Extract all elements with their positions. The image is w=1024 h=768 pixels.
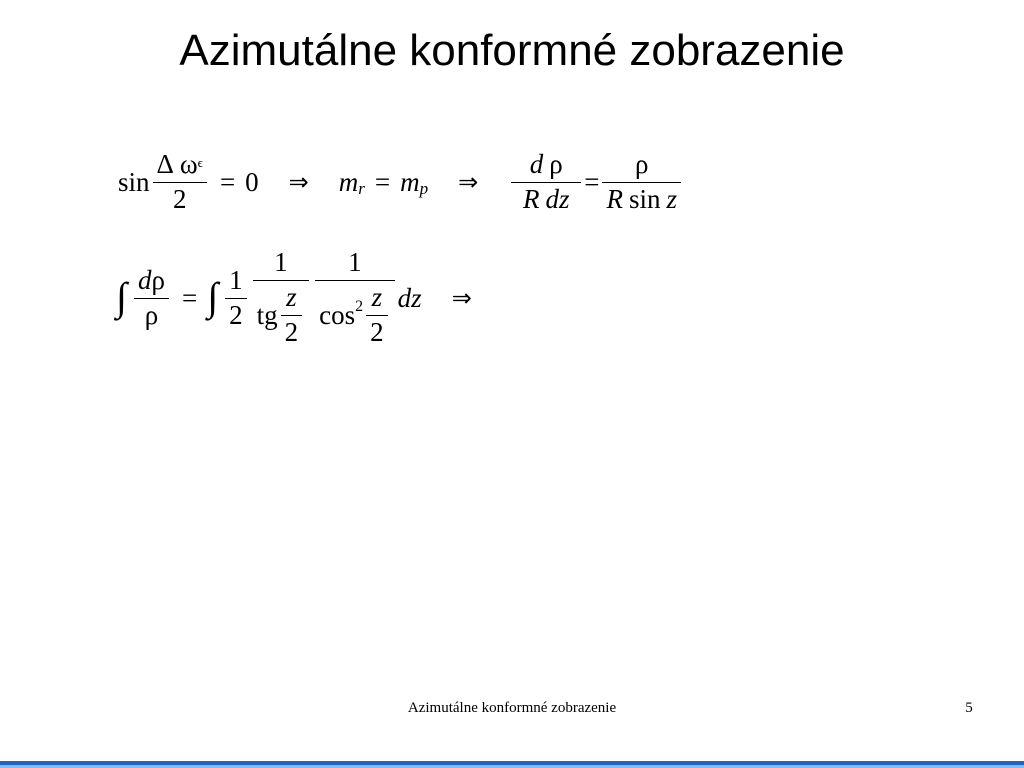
equals-sign: = (181, 282, 198, 313)
d-rho-over-rho-fraction (134, 266, 169, 330)
fraction-bar (366, 315, 388, 316)
implies-arrow: ⇒ (451, 285, 472, 312)
fraction-bar (511, 182, 581, 183)
fraction-bar (315, 280, 395, 281)
dz-symbol: dz (545, 183, 570, 214)
fraction-numerator (134, 266, 169, 296)
rho-symbol: ρ (151, 264, 165, 295)
one-over-tg-fraction (253, 248, 310, 347)
z-over-two-fraction (281, 283, 303, 347)
equals-sign: = (219, 166, 236, 197)
equals-sign: = (584, 166, 600, 197)
fraction-bar (602, 182, 681, 183)
fraction-denominator: ρ (144, 299, 159, 330)
equation-row-1 (118, 146, 684, 218)
fraction-numerator (153, 150, 207, 180)
fraction-bar (281, 315, 303, 316)
m-symbol: m (400, 166, 420, 197)
cos-function: cos (319, 299, 356, 330)
sin-function: sin (628, 183, 661, 214)
r-symbol: R (522, 183, 540, 214)
m-symbol: m (338, 166, 359, 197)
fraction-numerator: ρ (635, 148, 649, 179)
epsilon-subscript: ϵ (197, 154, 203, 170)
r-subscript: r (358, 179, 365, 198)
fraction-bar (253, 280, 310, 281)
fraction-denominator (315, 283, 395, 347)
fraction-denominator: 2 (284, 316, 299, 347)
z-over-two-fraction (366, 283, 388, 347)
footer-text: Azimutálne konformné zobrazenie (407, 700, 617, 716)
equals-sign: = (374, 166, 391, 197)
z-symbol: z (666, 183, 678, 214)
d-symbol: d (137, 264, 152, 295)
one-over-cos-squared-fraction (315, 248, 395, 347)
rho-over-r-sin-z-fraction (602, 150, 681, 214)
omega-symbol: ω (179, 148, 198, 179)
page-number: 5 (965, 700, 973, 716)
fraction-numerator: z (286, 282, 297, 313)
sin-function: sin (118, 166, 150, 197)
implies-arrow: ⇒ (288, 169, 309, 196)
footer-accent-line (0, 761, 1024, 768)
fraction-numerator: 1 (229, 264, 243, 295)
fraction-bar (134, 298, 169, 299)
tg-function: tg (256, 299, 278, 330)
one-half-fraction (225, 266, 247, 330)
fraction-numerator (526, 150, 567, 180)
rho-symbol: ρ (549, 148, 563, 179)
fraction-denominator: 2 (370, 316, 384, 347)
slide-title: Azimutálne konformné zobrazenie (179, 26, 845, 75)
fraction-numerator: 1 (348, 247, 362, 278)
r-symbol: R (606, 183, 623, 214)
zero-value: 0 (245, 166, 259, 197)
fraction-denominator: 2 (172, 183, 187, 214)
fraction-denominator (519, 185, 574, 215)
d-symbol: d (529, 148, 544, 179)
fraction-numerator: 1 (274, 247, 288, 278)
delta-omega-fraction (153, 150, 207, 214)
fraction-bar (153, 182, 207, 183)
fraction-bar (225, 298, 247, 299)
d-rho-over-r-dz-fraction (511, 150, 581, 214)
squared-exponent: 2 (355, 297, 364, 315)
implies-arrow: ⇒ (458, 169, 479, 196)
dz-symbol: dz (397, 282, 422, 313)
fraction-denominator: 2 (229, 299, 243, 330)
p-subscript: p (419, 179, 429, 198)
integral-sign: ∫ (207, 273, 219, 319)
fraction-denominator (602, 185, 681, 215)
fraction-denominator (253, 283, 310, 347)
fraction-numerator: z (371, 282, 383, 313)
delta-symbol: Δ (156, 148, 174, 179)
equation-row-2 (116, 238, 502, 358)
integral-sign: ∫ (116, 273, 127, 319)
